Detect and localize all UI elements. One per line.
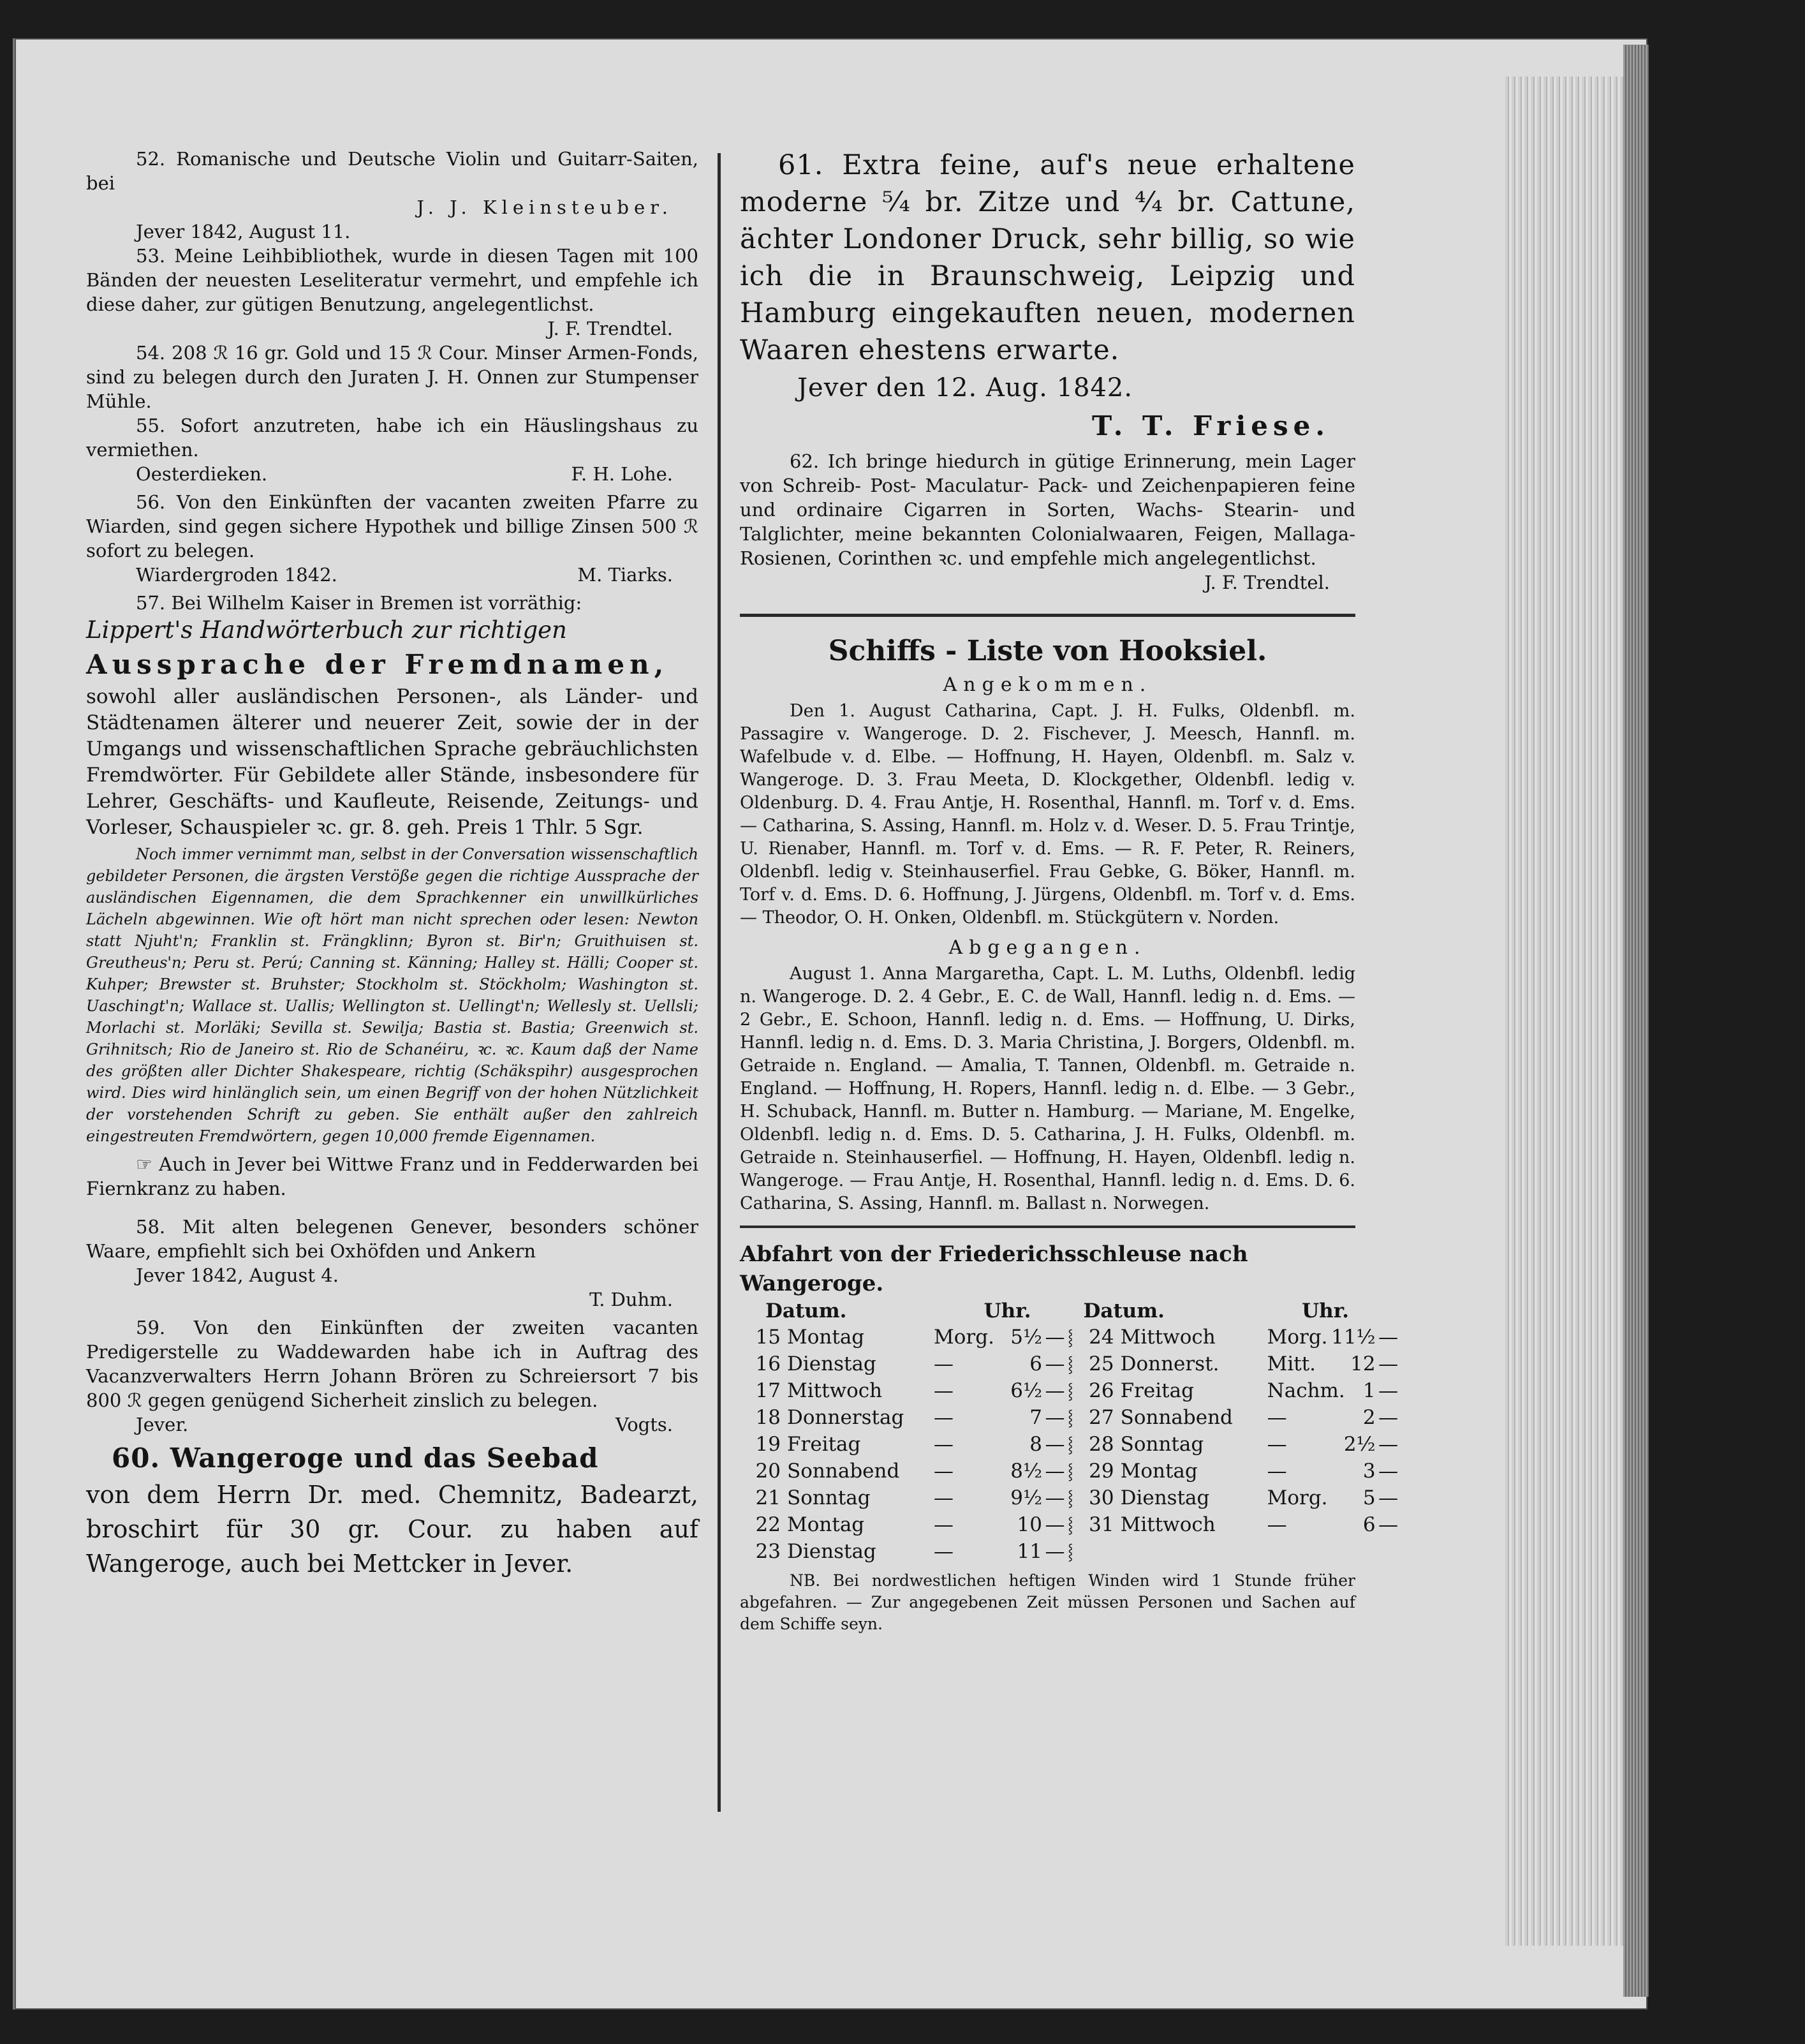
- brace-divider: ⸾: [1068, 1355, 1073, 1373]
- ferry-name: Mittwoch: [787, 1379, 883, 1402]
- ferry-hour: 5: [1362, 1486, 1376, 1509]
- brace-divider: ⸾: [1068, 1543, 1073, 1560]
- ferry-day: 31: [1089, 1513, 1114, 1536]
- ferry-day: 15: [755, 1326, 781, 1349]
- ferry-hour: 2: [1362, 1406, 1376, 1429]
- ferry-hour: 7: [1029, 1406, 1042, 1429]
- ferry-cell-left: [740, 1458, 1068, 1485]
- ferry-name: Sonntag: [787, 1486, 871, 1509]
- ad-55: [86, 413, 698, 486]
- ad-61-dateline: Jever den 12. Aug. 1842.: [797, 373, 1133, 403]
- ferry-part: Nachm.: [1267, 1379, 1345, 1402]
- ad-52-dateline: Jever 1842, August 11.: [136, 221, 351, 242]
- right-column: [740, 147, 1399, 1635]
- ad-56-place: Wiardergroden 1842.: [136, 564, 337, 586]
- ferry-name: Freitag: [787, 1433, 861, 1456]
- column-rule: [718, 153, 721, 1812]
- ferry-part: Morg.: [1267, 1326, 1328, 1349]
- ferry-cell-left: [740, 1324, 1068, 1351]
- ferry-part: —: [934, 1486, 954, 1509]
- ferry-day: 29: [1089, 1460, 1114, 1483]
- ferry-row: [740, 1324, 1399, 1351]
- ferry-hour: 11: [1017, 1540, 1042, 1563]
- ferry-dash: —: [1378, 1326, 1399, 1349]
- section-divider-2: [740, 1226, 1355, 1228]
- ferry-hour: [1331, 1538, 1376, 1565]
- ferry-name: Dienstag: [787, 1352, 876, 1375]
- ad-57-book-title: Lippert's Handwörterbuch zur richtigen: [86, 616, 567, 644]
- ferry-part: —: [1267, 1433, 1287, 1456]
- ad-59-place: Jever.: [136, 1414, 189, 1435]
- ad-54-text: 54. 208 ℛ 16 gr. Gold und 15 ℛ Cour. Minser Armen-Fonds, sind zu belegen durch den Juraten J. H. Onnen zur Stumpenser Mühle.: [86, 342, 698, 412]
- ferry-header-datum-left: Datum.: [765, 1300, 847, 1322]
- ferry-hour: 1: [1362, 1379, 1376, 1402]
- ferry-row: [740, 1511, 1399, 1538]
- ad-58: [86, 1215, 698, 1312]
- ferry-cell-left: [740, 1377, 1068, 1404]
- ferry-dash: —: [1378, 1379, 1399, 1402]
- ferry-cell-right: [1073, 1458, 1401, 1485]
- ferry-dash: —: [1045, 1379, 1065, 1402]
- ferry-part: —: [1267, 1406, 1287, 1429]
- ad-57-text: sowohl aller ausländischen Personen-, als Länder- und Städtenamen älterer und neuerer Zeit, sowie der in der Umgangs und wissenschaftlichen Sprache gebräuchlichsten Fremdwörter. Für Gebildete aller Stände, insbesondere für Lehrer, Geschäfts- und Kaufleute, Reisende, Zeitungs- und Vorleser, Schauspieler ꝛc. gr. 8. geh. Preis 1 Thlr. 5 Sgr.: [86, 685, 698, 839]
- ferry-day: 21: [755, 1486, 781, 1509]
- ferry-part: —: [934, 1513, 954, 1536]
- ferry-dash: —: [1378, 1433, 1399, 1456]
- ferry-hour: 6: [1362, 1513, 1376, 1536]
- ferry-row: [740, 1431, 1399, 1458]
- ferry-part: —: [934, 1352, 954, 1375]
- ferry-row: [740, 1538, 1355, 1565]
- ferry-rows: [740, 1324, 1399, 1565]
- left-column: [86, 147, 698, 1581]
- ferry-hour: 9½: [1010, 1486, 1042, 1509]
- ad-56: [86, 490, 698, 587]
- ad-61: [740, 147, 1355, 445]
- ferry-dash: —: [1378, 1352, 1399, 1375]
- ferry-dash: —: [1045, 1513, 1065, 1536]
- ad-60-text: von dem Herrn Dr. med. Chemnitz, Badearzt, broschirt für 30 gr. Cour. zu haben auf Wangeroge, auch bei Mettcker in Jever.: [86, 1481, 698, 1578]
- ad-60: [86, 1439, 698, 1581]
- brace-divider: ⸾: [1068, 1435, 1073, 1453]
- section-divider: [740, 614, 1355, 617]
- ferry-header-datum-right: Datum.: [1083, 1300, 1165, 1322]
- ad-56-signature: M. Tiarks.: [577, 564, 673, 586]
- ferry-cell-right: [1073, 1511, 1401, 1538]
- ad-57: [86, 591, 698, 1201]
- ferry-part: Morg.: [1267, 1486, 1328, 1509]
- ferry-part: —: [934, 1460, 954, 1483]
- ad-60-title: 60. Wangeroge und das Seebad: [112, 1442, 599, 1474]
- ferry-name: Sonnabend: [787, 1460, 900, 1483]
- ferry-day: 27: [1089, 1406, 1114, 1429]
- ferry-hour: 8½: [1010, 1460, 1042, 1483]
- ad-52: [86, 147, 698, 244]
- ferry-row: [740, 1404, 1399, 1431]
- ad-59: [86, 1315, 698, 1437]
- book-cover-edge: [1623, 45, 1649, 1997]
- ad-57-intro: 57. Bei Wilhelm Kaiser in Bremen ist vorräthig:: [136, 592, 582, 614]
- ferry-hour: 10: [1017, 1513, 1042, 1536]
- ad-62: [740, 449, 1355, 595]
- ferry-cell-right: [1073, 1351, 1401, 1377]
- ferry-cell-left: [740, 1404, 1068, 1431]
- ferry-day: 30: [1089, 1486, 1114, 1509]
- ferry-name: Dienstag: [1120, 1486, 1210, 1509]
- ad-59-text: 59. Von den Einkünften der zweiten vacanten Predigerstelle zu Waddewarden habe ich in Auftrag des Vacanzverwalters Herrn Johann Brören zu Schreiersort 7 bis 800 ℛ gegen genügend Sicherheit zinslich zu belegen.: [86, 1317, 698, 1411]
- ferry-day: 18: [755, 1406, 781, 1429]
- ad-53: [86, 244, 698, 341]
- ad-52-signature: J. J. Kleinsteuber.: [416, 196, 673, 218]
- arrived-text: Den 1. August Catharina, Capt. J. H. Fulks, Oldenbfl. m. Passagire v. Wangeroge. D. 2. Fischever, J. Meesch, Hannfl. m. Wafelbude v. d. Elbe. — Hoffnung, H. Hayen, Oldenbfl. m. Salz v. Wangeroge. D. 3. Frau Meeta, D. Klockgether, Oldenbfl. ledig v. Oldenburg. D. 4. Frau Antje, H. Rosenthal, Hannfl. m. Torf v. d. Ems. — Catharina, S. Assing, Hannfl. m. Holz v. d. Weser. D. 5. Frau Trintje, U. Rienaber, Hannfl. m. Torf v. d. Ems. — R. F. Peter, R. Reiners, Oldenbfl. ledig v. Steinhauserfiel. Frau Gebke, G. Böker, Hannfl. m. Torf v. d. Ems. D. 6. Hoffnung, J. Jürgens, Oldenbfl. m. Torf v. d. Ems. — Theodor, O. H. Onken, Oldenbfl. m. Stückgütern v. Norden.: [740, 701, 1355, 928]
- departed-text: August 1. Anna Margaretha, Capt. L. M. Luths, Oldenbfl. ledig n. Wangeroge. D. 2. 4 Gebr., E. C. de Wall, Hannfl. ledig n. d. Ems. — 2 Gebr., E. Schoon, Hannfl. ledig n. d. Ems. — Hoffnung, U. Dirks, Hannfl. ledig n. d. Ems. D. 3. Maria Christina, J. Borgers, Oldenbfl. m. Getraide n. England. — Amalia, T. Tannen, Oldenbfl. m. Getraide n. England. — Hoffnung, H. Ropers, Hannfl. ledig n. d. Elbe. — 3 Gebr., H. Schuback, Hannfl. m. Butter n. Hamburg. — Mariane, M. Engelke, Oldenbfl. ledig n. d. Ems. D. 5. Catharina, J. H. Fulks, Oldenbfl. m. Getraide n. Steinhauserfiel. — Hoffnung, H. Hayen, Oldenbfl. ledig n. Wangeroge. — Frau Antje, H. Rosenthal, Hannfl. ledig n. d. Ems. D. 6. Catharina, S. Assing, Hannfl. m. Ballast n. Norwegen.: [740, 964, 1355, 1213]
- brace-divider: ⸾: [1068, 1462, 1073, 1480]
- ferry-part: —: [934, 1540, 954, 1563]
- ferry-part: —: [1267, 1460, 1287, 1483]
- arrived-heading: Angekommen.: [943, 674, 1153, 696]
- ferry-header-uhr-left: Uhr.: [984, 1300, 1031, 1322]
- ad-59-signature: Vogts.: [615, 1414, 673, 1435]
- ferry-dash: —: [1045, 1486, 1065, 1509]
- ferry-dash: —: [1045, 1433, 1065, 1456]
- ferry-dash: —: [1045, 1352, 1065, 1375]
- ferry-dash: —: [1378, 1513, 1399, 1536]
- ferry-day: 20: [755, 1460, 781, 1483]
- ferry-hour: 6: [1029, 1352, 1042, 1375]
- ferry-name: Montag: [787, 1513, 865, 1536]
- ad-57-book-title-big: Aussprache der Fremdnamen,: [86, 649, 669, 680]
- ad-58-text: 58. Mit alten belegenen Genever, besonders schöner Waare, empfiehlt sich bei Oxhöfden und Ankern: [86, 1216, 698, 1262]
- ferry-day: [1073, 1538, 1121, 1565]
- ferry-cell-right: [1073, 1538, 1401, 1565]
- ferry-dash: —: [1045, 1406, 1065, 1429]
- ferry-hour: 6½: [1010, 1379, 1042, 1402]
- ferry-cell-left: [740, 1351, 1068, 1377]
- ferry-cell-right: [1073, 1324, 1401, 1351]
- ferry-day: 23: [755, 1540, 781, 1563]
- ad-53-text: 53. Meine Leihbibliothek, wurde in diesen Tagen mit 100 Bänden der neuesten Leseliteratur vermehrt, und empfehle ich diese daher, zur gütigen Benutzung, angelegentlichst.: [86, 245, 698, 315]
- ferry-name: Mittwoch: [1120, 1513, 1216, 1536]
- ferry-part: Morg.: [934, 1326, 994, 1349]
- ferry-cell-right: [1073, 1377, 1401, 1404]
- ferry-hour: 2½: [1343, 1433, 1376, 1456]
- ferry-cell-left: [740, 1431, 1068, 1458]
- brace-divider: ⸾: [1068, 1409, 1073, 1426]
- ad-56-text: 56. Von den Einkünften der vacanten zweiten Pfarre zu Wiarden, sind gegen sichere Hypothek und billige Zinsen 500 ℛ sofort zu belegen.: [86, 491, 698, 561]
- ferry-name: Sonntag: [1120, 1433, 1204, 1456]
- ferry-day: 28: [1089, 1433, 1114, 1456]
- ferry-part: Mitt.: [1267, 1352, 1316, 1375]
- ferry-cell-right: [1073, 1404, 1401, 1431]
- ad-55-signature: F. H. Lohe.: [571, 463, 673, 485]
- ferry-name: Sonnabend: [1120, 1406, 1233, 1429]
- brace-divider: ⸾: [1068, 1328, 1073, 1346]
- ferry-cell-right: [1073, 1431, 1401, 1458]
- ferry-dash: —: [1045, 1540, 1065, 1563]
- brace-divider: ⸾: [1068, 1516, 1073, 1534]
- ferry-cell-left: [740, 1485, 1068, 1511]
- ferry-part: —: [934, 1406, 954, 1429]
- ferry-part: —: [1267, 1513, 1287, 1536]
- ad-61-signature: T. T. Friese.: [1091, 410, 1330, 441]
- ferry-dash: —: [1378, 1486, 1399, 1509]
- page-edge-stack: [1505, 77, 1623, 1946]
- ferry-dash: —: [1045, 1460, 1065, 1483]
- ferry-note: NB. Bei nordwestlichen heftigen Winden wird 1 Stunde früher abgefahren. — Zur angegebenen Zeit müssen Personen und Sachen auf dem Schiffe seyn.: [740, 1571, 1355, 1633]
- ferry-name: Donnerstag: [787, 1406, 904, 1429]
- ferry-hour: 3: [1362, 1460, 1376, 1483]
- ad-57-small-text: Noch immer vernimmt man, selbst in der Conversation wissenschaftlich gebildeter Personen, die ärgsten Verstöße gegen die richtige Aussprache der ausländischen Eigennamen, die dem Sprachkenner ein unwillkürliches Lächeln abgewinnen. Wie oft hört man nicht sprechen oder lesen: Newton statt Njuht'n; Franklin st. Frängklinn; Byron st. Bir'n; Gruithuisen st. Greutheus'n; Peru st. Perú; Canning st. Känning; Halley st. Hälli; Cooper st. Kuhper; Brewster st. Bruhster; Stockholm st. Stöckholm; Washington st. Uaschingt'n; Wallace st. Uallis; Wellington st. Uellingt'n; Wellesly st. Uellsli; Morlachi st. Morläki; Sevilla st. Sewilja; Bastia st. Bastia; Greenwich st. Grihnitsch; Rio de Janeiro st. Rio de Schanéiru, ꝛc. ꝛc. Kaum daß der Name des größten aller Dichter Shakespeare, richtig (Schäkspihr) ausgesprochen wird. Dies wird hinlänglich sein, um einen Begriff von der hohen Nützlichkeit der vorstehenden Schrift zu geben. Sie enthält außer den zahlreich eingestreuten Fremdwörtern, gegen 10,000 fremde Eigennamen.: [86, 845, 698, 1145]
- ferry-dash: [1376, 1538, 1401, 1565]
- ferry-row: [740, 1377, 1399, 1404]
- ferry-row: [740, 1351, 1399, 1377]
- ferry-cell-right: [1073, 1485, 1401, 1511]
- ad-54: [86, 341, 698, 413]
- ad-53-signature: J. F. Trendtel.: [547, 318, 673, 339]
- ferry-hour: 11½: [1331, 1326, 1376, 1349]
- ferry-header: [740, 1298, 1355, 1324]
- ferry-part: —: [934, 1379, 954, 1402]
- brace-divider: ⸾: [1068, 1382, 1073, 1400]
- ferry-hour: 5½: [1010, 1326, 1042, 1349]
- ferry-row: [740, 1458, 1399, 1485]
- ad-57-note: ☞ Auch in Jever bei Wittwe Franz und in Fedderwarden bei Fiernkranz zu haben.: [86, 1153, 698, 1199]
- ferry-name: [1121, 1538, 1267, 1565]
- ferry-day: 22: [755, 1513, 781, 1536]
- ferry-schedule: [740, 1240, 1399, 1635]
- ad-52-text: 52. Romanische und Deutsche Violin und Guitarr-Saiten, bei: [86, 148, 698, 194]
- ferry-day: 24: [1089, 1326, 1114, 1349]
- ad-58-dateline: Jever 1842, August 4.: [136, 1264, 339, 1286]
- ferry-day: 17: [755, 1379, 781, 1402]
- ferry-part: —: [934, 1433, 954, 1456]
- ferry-cell-left: [740, 1511, 1068, 1538]
- ferry-name: Dienstag: [787, 1540, 876, 1563]
- ad-55-text: 55. Sofort anzutreten, habe ich ein Häuslingshaus zu vermiethen.: [86, 415, 698, 461]
- ferry-day: 16: [755, 1352, 781, 1375]
- ferry-name: Freitag: [1120, 1379, 1194, 1402]
- ferry-day: 25: [1089, 1352, 1114, 1375]
- departed-heading: Abgegangen.: [948, 937, 1147, 959]
- ferry-title: Abfahrt von der Friederichsschleuse nach Wangeroge.: [740, 1241, 1248, 1296]
- ferry-row: [740, 1485, 1399, 1511]
- ferry-hour: 8: [1029, 1433, 1042, 1456]
- ad-58-signature: T. Duhm.: [589, 1289, 673, 1310]
- ferry-name: Montag: [1120, 1460, 1198, 1483]
- ferry-part: [1267, 1538, 1331, 1565]
- ship-list-title: Schiffs - Liste von Hooksiel.: [828, 635, 1267, 667]
- ferry-dash: —: [1045, 1326, 1065, 1349]
- ferry-day: 26: [1089, 1379, 1114, 1402]
- ad-61-text: 61. Extra feine, auf's neue erhaltene moderne ⁵⁄₄ br. Zitze und ⁴⁄₄ br. Cattune, ächter Londoner Druck, sehr billig, so wie ich die in Braunschweig, Leipzig und Hamburg eingekauften neuen, modernen Waaren ehestens erwarte.: [740, 149, 1355, 366]
- ship-list: [740, 632, 1355, 1215]
- ferry-name: Mittwoch: [1120, 1326, 1216, 1349]
- ferry-hour: 12: [1350, 1352, 1376, 1375]
- ferry-day: 19: [755, 1433, 781, 1456]
- ferry-dash: —: [1378, 1460, 1399, 1483]
- brace-divider: ⸾: [1068, 1489, 1073, 1507]
- ferry-dash: —: [1378, 1406, 1399, 1429]
- ad-62-text: 62. Ich bringe hiedurch in gütige Erinnerung, mein Lager von Schreib- Post- Maculatur- Pack- und Zeichenpapieren feine und ordinaire Cigarren in Sorten, Wachs- Stearin- und Talglichter, meine bekannten Colonialwaaren, Feigen, Mallaga-Rosienen, Corinthen ꝛc. und empfehle mich angelegentlichst.: [740, 450, 1355, 569]
- ferry-cell-left: [740, 1538, 1068, 1565]
- ad-55-place: Oesterdieken.: [136, 463, 268, 485]
- ferry-name: Montag: [787, 1326, 865, 1349]
- ferry-name: Donnerst.: [1120, 1352, 1219, 1375]
- ferry-header-uhr-right: Uhr.: [1302, 1300, 1349, 1322]
- ad-62-signature: J. F. Trendtel.: [1204, 572, 1330, 593]
